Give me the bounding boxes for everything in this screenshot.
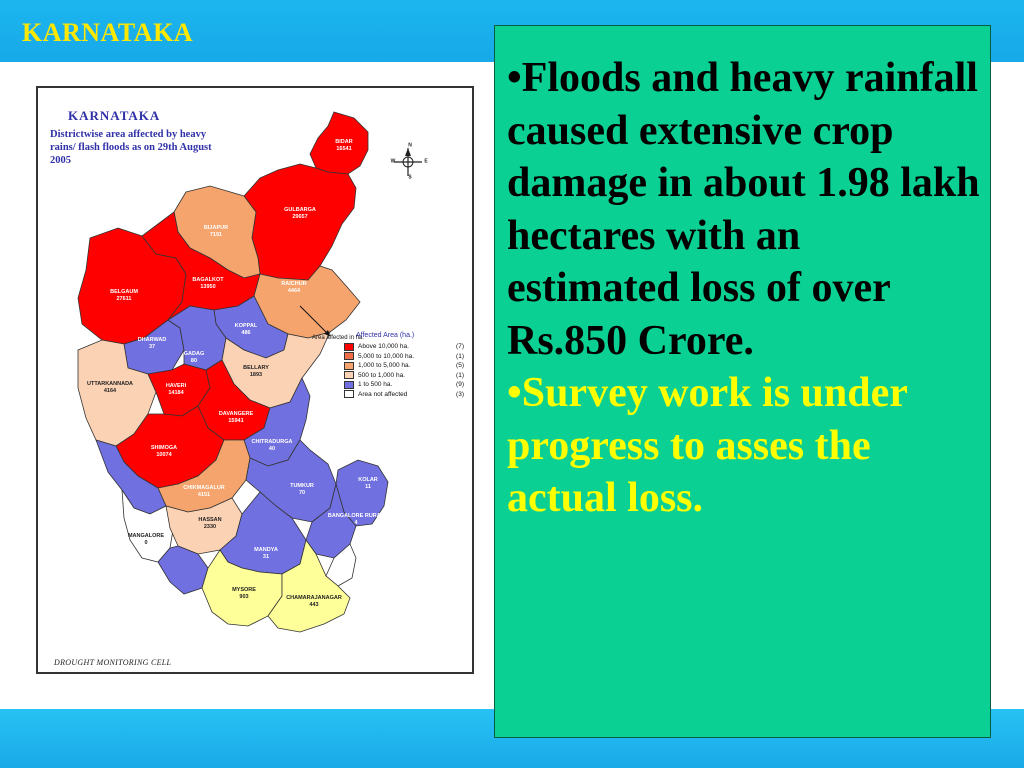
karnataka-flood-map <box>36 86 474 674</box>
legend-count: (1) <box>456 352 464 360</box>
legend-count: (5) <box>456 362 464 370</box>
district-label-bagalkot: BAGALKOT 13950 <box>192 277 224 290</box>
legend-count: (3) <box>456 390 464 398</box>
legend-row <box>344 342 464 352</box>
compass-w: W <box>390 158 396 165</box>
legend-label: Area not affected <box>358 390 408 398</box>
legend-row <box>344 390 464 400</box>
legend-count: (1) <box>456 371 464 379</box>
district-label-raichur: RAICHUR 4464 <box>281 281 307 294</box>
district-label-mysore: MYSORE 903 <box>232 587 256 600</box>
district-label-davangere: DAVANGERE 15941 <box>218 411 254 424</box>
legend-count: (7) <box>456 343 464 351</box>
legend-label: Above 10,000 ha. <box>358 343 409 351</box>
compass-e: E <box>424 158 428 165</box>
legend-swatch <box>344 381 354 389</box>
district-label-chitradurga: CHITRADURGA 40 <box>251 439 293 452</box>
bullet-crop-damage: •Floods and heavy rainfall caused extensive crop damage in about 1.98 lakh hectares with an estimated loss of over Rs.850 Crore. <box>507 55 980 364</box>
legend-label: 1 to 500 ha. <box>358 381 393 389</box>
compass-n: N <box>408 142 412 149</box>
district-label-belgaum: BELGAUM 27611 <box>110 289 138 302</box>
legend-label: 500 to 1,000 ha. <box>358 371 405 379</box>
map-footer: DROUGHT MONITORING CELL <box>54 658 172 667</box>
district-label-mangalore: MANGALORE 0 <box>127 533 165 546</box>
district-label-shimoga: SHIMOGA 10074 <box>150 445 178 458</box>
legend-swatch <box>344 390 354 398</box>
legend-swatch <box>344 343 354 351</box>
district-label-koppal: KOPPAL 486 <box>234 323 258 336</box>
district-label-mandya: MANDYA 31 <box>254 547 278 560</box>
district-label-kolar: KOLAR 11 <box>358 477 378 490</box>
district-gulbarga <box>244 164 356 280</box>
map-legend <box>344 332 464 399</box>
map-title: KARNATAKA <box>68 108 161 123</box>
legend-row <box>344 361 464 371</box>
text-panel <box>494 25 991 738</box>
district-label-bidar: BIDAR 16541 <box>335 139 353 152</box>
district-label-uttarkannada: UTTARKANNADA 4164 <box>86 381 134 394</box>
legend-count: (9) <box>456 381 464 389</box>
legend-label: 1,000 to 5,000 ha. <box>358 362 411 370</box>
legend-row <box>344 371 464 381</box>
district-label-chikmagalur: CHIKMAGALUR 4151 <box>183 485 225 498</box>
district-label-chamarajanagar: CHAMARAJANAGAR 443 <box>286 595 342 608</box>
district-label-hassan: HASSAN 2330 <box>198 517 222 530</box>
district-label-bijapur: BIJAPUR 7191 <box>203 225 229 238</box>
legend-row <box>344 352 464 362</box>
district-label-bellary: BELLARY 1893 <box>243 365 269 378</box>
arrow-note: Area affected in ha. <box>312 335 364 341</box>
legend-swatch <box>344 362 354 370</box>
legend-label: 5,000 to 10,000 ha. <box>358 352 415 360</box>
district-label-dharwad: DHARWAD 37 <box>137 337 167 350</box>
legend-swatch <box>344 371 354 379</box>
compass-rose-icon <box>394 148 422 176</box>
district-label-haveri: HAVERI 14184 <box>165 383 187 396</box>
district-label-gulbarga: GULBARGA 29657 <box>284 207 316 220</box>
compass-s: S <box>408 174 412 181</box>
legend-swatch <box>344 352 354 360</box>
district-label-gadag: GADAG 80 <box>183 351 205 364</box>
district-label-tumkur: TUMKUR 70 <box>290 483 314 496</box>
bullet-survey-work: •Survey work is under progress to asses the actual loss. <box>507 370 908 521</box>
slide-title: KARNATAKA <box>22 18 194 47</box>
legend-heading: Affected Area (ha.) <box>356 332 415 339</box>
legend-row <box>344 380 464 390</box>
map-subtitle: Districtwise area affected by heavy rains/ flash floods as on 29th August 2005 <box>50 129 212 166</box>
district-label-bangalore-rural: BANGALORE RURAL 4 <box>327 513 385 526</box>
